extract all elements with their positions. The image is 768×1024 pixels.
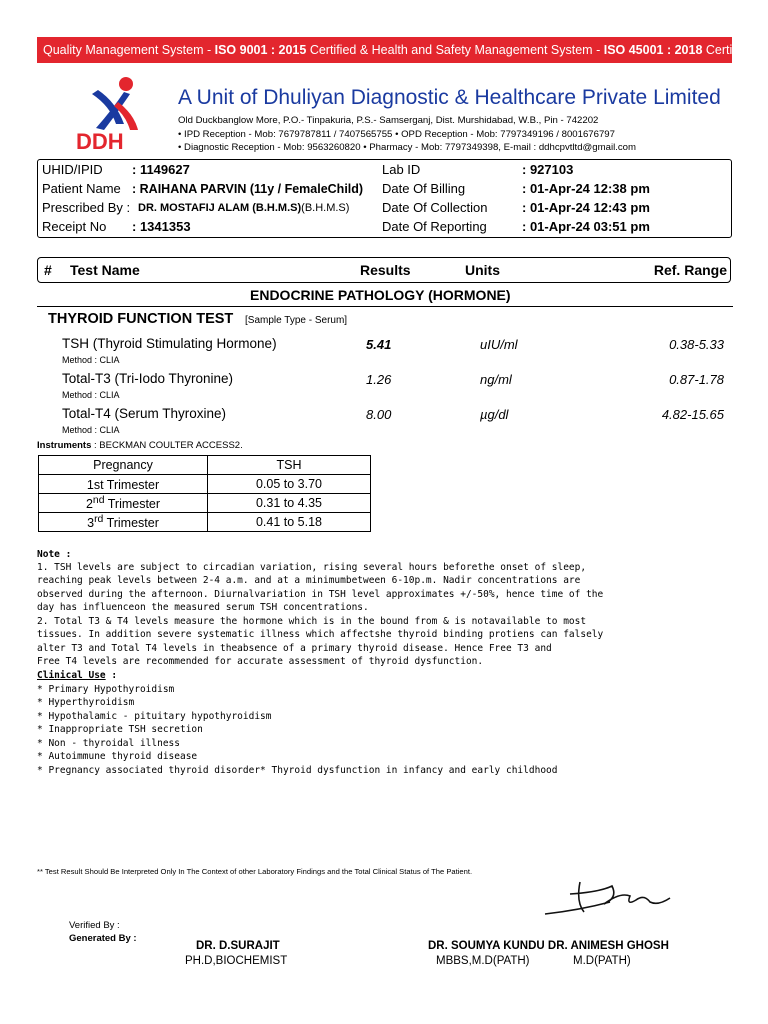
test-result-t4: 8.00 [366, 407, 392, 422]
doctor-1-name: DR. D.SURAJIT [196, 940, 280, 952]
org-phones-diagnostic: • Diagnostic Reception - Mob: 9563260820 • Pharmacy - Mob: 7797349398, E-mail : ddhcpvtltd@gmail.com [178, 142, 637, 153]
instruments [37, 440, 243, 451]
banner-text-3: Certified [702, 43, 753, 57]
patient-name-label: Patient Name [42, 181, 121, 196]
table-row [39, 494, 371, 513]
test-ref-t3: 0.87-1.78 [669, 372, 724, 387]
clinical-line: * Inappropriate TSH secretion [37, 724, 203, 735]
section-divider [37, 306, 733, 307]
doctor-1-qualification: PH.D,BIOCHEMIST [185, 955, 288, 967]
uhid-label: UHID/IPID [42, 162, 103, 177]
trimester-label: Trimester [104, 497, 161, 512]
test-name-t3: Total-T3 (Tri-Iodo Thyronine) [62, 371, 234, 386]
trimester-sup: nd [92, 494, 105, 506]
clinical-use-title [37, 669, 117, 682]
verified-by: Verified By : [69, 920, 120, 931]
test-name-t4: Total-T4 (Serum Thyroxine) [62, 406, 227, 421]
note-line: 2. Total T3 & T4 levels measure the hormone which is in the bound from & is notavailable to most [37, 616, 587, 627]
clinical-line: * Primary Hypothyroidism [37, 684, 175, 695]
pregnancy-tsh-table [38, 455, 371, 532]
header-test-name: Test Name [70, 262, 140, 278]
header-results: Results [360, 262, 411, 278]
header-hash: # [44, 262, 52, 278]
trimester-label: Trimester [103, 478, 160, 493]
clinical-line: * Hyperthyroidism [37, 697, 135, 708]
receipt-value: : 1341353 [132, 219, 191, 234]
note-line: Free T4 levels are recommended for accurate assessment of thyroid dysfunction. [37, 656, 484, 667]
header-ref-range: Ref. Range [653, 262, 727, 278]
trimester-cell [39, 494, 208, 513]
prescriber-name: DR. MOSTAFIJ ALAM (B.H.M.S) [138, 202, 302, 214]
patient-name-value: : RAIHANA PARVIN (11y / FemaleChild) [132, 182, 364, 196]
test-method-t4: Method : CLIA [62, 425, 120, 435]
test-unit-t3: ng/ml [480, 372, 512, 387]
reporting-date-value: : 01-Apr-24 03:51 pm [522, 219, 650, 234]
banner-text: Quality Management System - [43, 43, 215, 57]
table-header-tsh: TSH [208, 456, 371, 475]
table-header-row [39, 456, 371, 475]
section-title: ENDOCRINE PATHOLOGY (HORMONE) [250, 287, 511, 303]
clinical-use-colon: : [105, 670, 118, 681]
results-header [37, 257, 731, 283]
test-method-t3: Method : CLIA [62, 390, 120, 400]
org-address: Old Duckbanglow More, P.O.- Tinpakuria, P.S.- Samserganj, Dist. Murshidabad, W.B., Pin - 742202 [178, 115, 599, 126]
collection-date-value: : 01-Apr-24 12:43 pm [522, 200, 650, 215]
reporting-date-label: Date Of Reporting [382, 219, 487, 234]
test-unit-tsh: uIU/ml [480, 337, 518, 352]
instruments-value: : BECKMAN COULTER ACCESS2. [91, 440, 243, 451]
test-unit-t4: µg/dl [480, 407, 509, 422]
instruments-label: Instruments [37, 440, 92, 451]
trimester-cell [39, 475, 208, 494]
tsh-cell: 0.05 to 3.70 [208, 475, 371, 494]
test-result-tsh: 5.41 [366, 337, 392, 352]
test-method-tsh: Method : CLIA [62, 355, 120, 365]
table-row [39, 475, 371, 494]
test-ref-tsh: 0.38-5.33 [669, 337, 724, 352]
receipt-label: Receipt No [42, 219, 107, 234]
trimester-num: 2 [85, 497, 93, 512]
header-units: Units [465, 262, 500, 278]
trimester-num: 1st [86, 478, 104, 493]
note-line: reaching peak levels between 2-4 a.m. and at a minimumbetween 6-10p.m. Nadir concentrations are [37, 575, 581, 586]
tsh-cell: 0.41 to 5.18 [208, 513, 371, 532]
prescriber-qualification: (B.H.M.S) [301, 202, 350, 214]
lab-id-value: : 927103 [522, 162, 574, 177]
doctor-2-qualification: MBBS,M.D(PATH) [436, 955, 530, 967]
ddh-logo [68, 72, 163, 152]
org-title: A Unit of Dhuliyan Diagnostic & Healthcare Private Limited [178, 86, 721, 109]
clinical-line: * Hypothalamic - pituitary hypothyroidism [37, 711, 272, 722]
collection-date-label: Date Of Collection [382, 200, 488, 215]
org-phones-ipd-opd: • IPD Reception - Mob: 7679787811 / 7407565755 • OPD Reception - Mob: 7797349196 / 8001676797 [178, 129, 615, 140]
trimester-cell [39, 513, 208, 532]
disclaimer: ** Test Result Should Be Interpreted Only In The Context of other Laboratory Findings and the Total Clinical Status of The Patient. [37, 867, 473, 876]
logo-head-dot [119, 77, 133, 91]
banner-text-2: Certified & Health and Safety Management System - [306, 43, 604, 57]
billing-date-label: Date Of Billing [382, 181, 466, 196]
lab-id-label: Lab ID [382, 162, 421, 177]
trimester-sup: rd [94, 513, 104, 525]
doctor-3-qualification: M.D(PATH) [573, 955, 631, 967]
test-group-title: THYROID FUNCTION TEST [48, 311, 234, 327]
note-line: tissues. In addition severe systematic illness which affectshe thyroid binding protiens can falsely [37, 629, 604, 640]
prescribed-by-label: Prescribed By : [42, 200, 131, 215]
prescribed-by-value [138, 200, 349, 216]
certification-banner [37, 37, 753, 63]
trimester-num: 3 [87, 516, 95, 531]
uhid-value: : 1149627 [132, 162, 190, 177]
tsh-cell: 0.31 to 4.35 [208, 494, 371, 513]
note-line: alter T3 and Total T4 levels in theabsence of a primary thyroid disease. Hence Free T3 and [37, 643, 552, 654]
note-line: day has influenceon the measured serum TSH concentrations. [37, 602, 369, 613]
sample-type: [Sample Type - Serum] [245, 315, 348, 326]
table-row [39, 513, 371, 532]
test-name-tsh: TSH (Thyroid Stimulating Hormone) [62, 336, 277, 351]
generated-by: Generated By : [69, 933, 137, 944]
clinical-line: * Autoimmune thyroid disease [37, 751, 198, 762]
banner-iso45001: ISO 45001 : 2018 [603, 43, 703, 57]
signature [540, 872, 675, 922]
signature-stroke [545, 882, 670, 914]
table-header-pregnancy: Pregnancy [39, 456, 208, 475]
clinical-use-label: Clinical Use [37, 670, 106, 681]
test-result-t3: 1.26 [366, 372, 392, 387]
billing-date-value: : 01-Apr-24 12:38 pm [522, 181, 650, 196]
logo-text: DDH [76, 129, 124, 154]
note-title: Note : [37, 549, 72, 560]
note-line: observed during the afternoon. Diurnalvariation in TSH level approximates +/-50%, hence time of the [37, 589, 604, 600]
trimester-label: Trimester [103, 516, 159, 531]
note-line: 1. TSH levels are subject to circadian variation, rising several hours beforethe onset of sleep, [37, 562, 587, 573]
clinical-line: * Pregnancy associated thyroid disorder* Thyroid dysfunction in infancy and early childhood [37, 765, 558, 776]
banner-iso9001: ISO 9001 : 2015 [214, 43, 307, 57]
test-ref-t4: 4.82-15.65 [661, 407, 724, 422]
doctor-2-names: DR. SOUMYA KUNDU DR. ANIMESH GHOSH [428, 940, 669, 952]
patient-info-box [37, 159, 732, 238]
clinical-line: * Non - thyroidal illness [37, 738, 180, 749]
